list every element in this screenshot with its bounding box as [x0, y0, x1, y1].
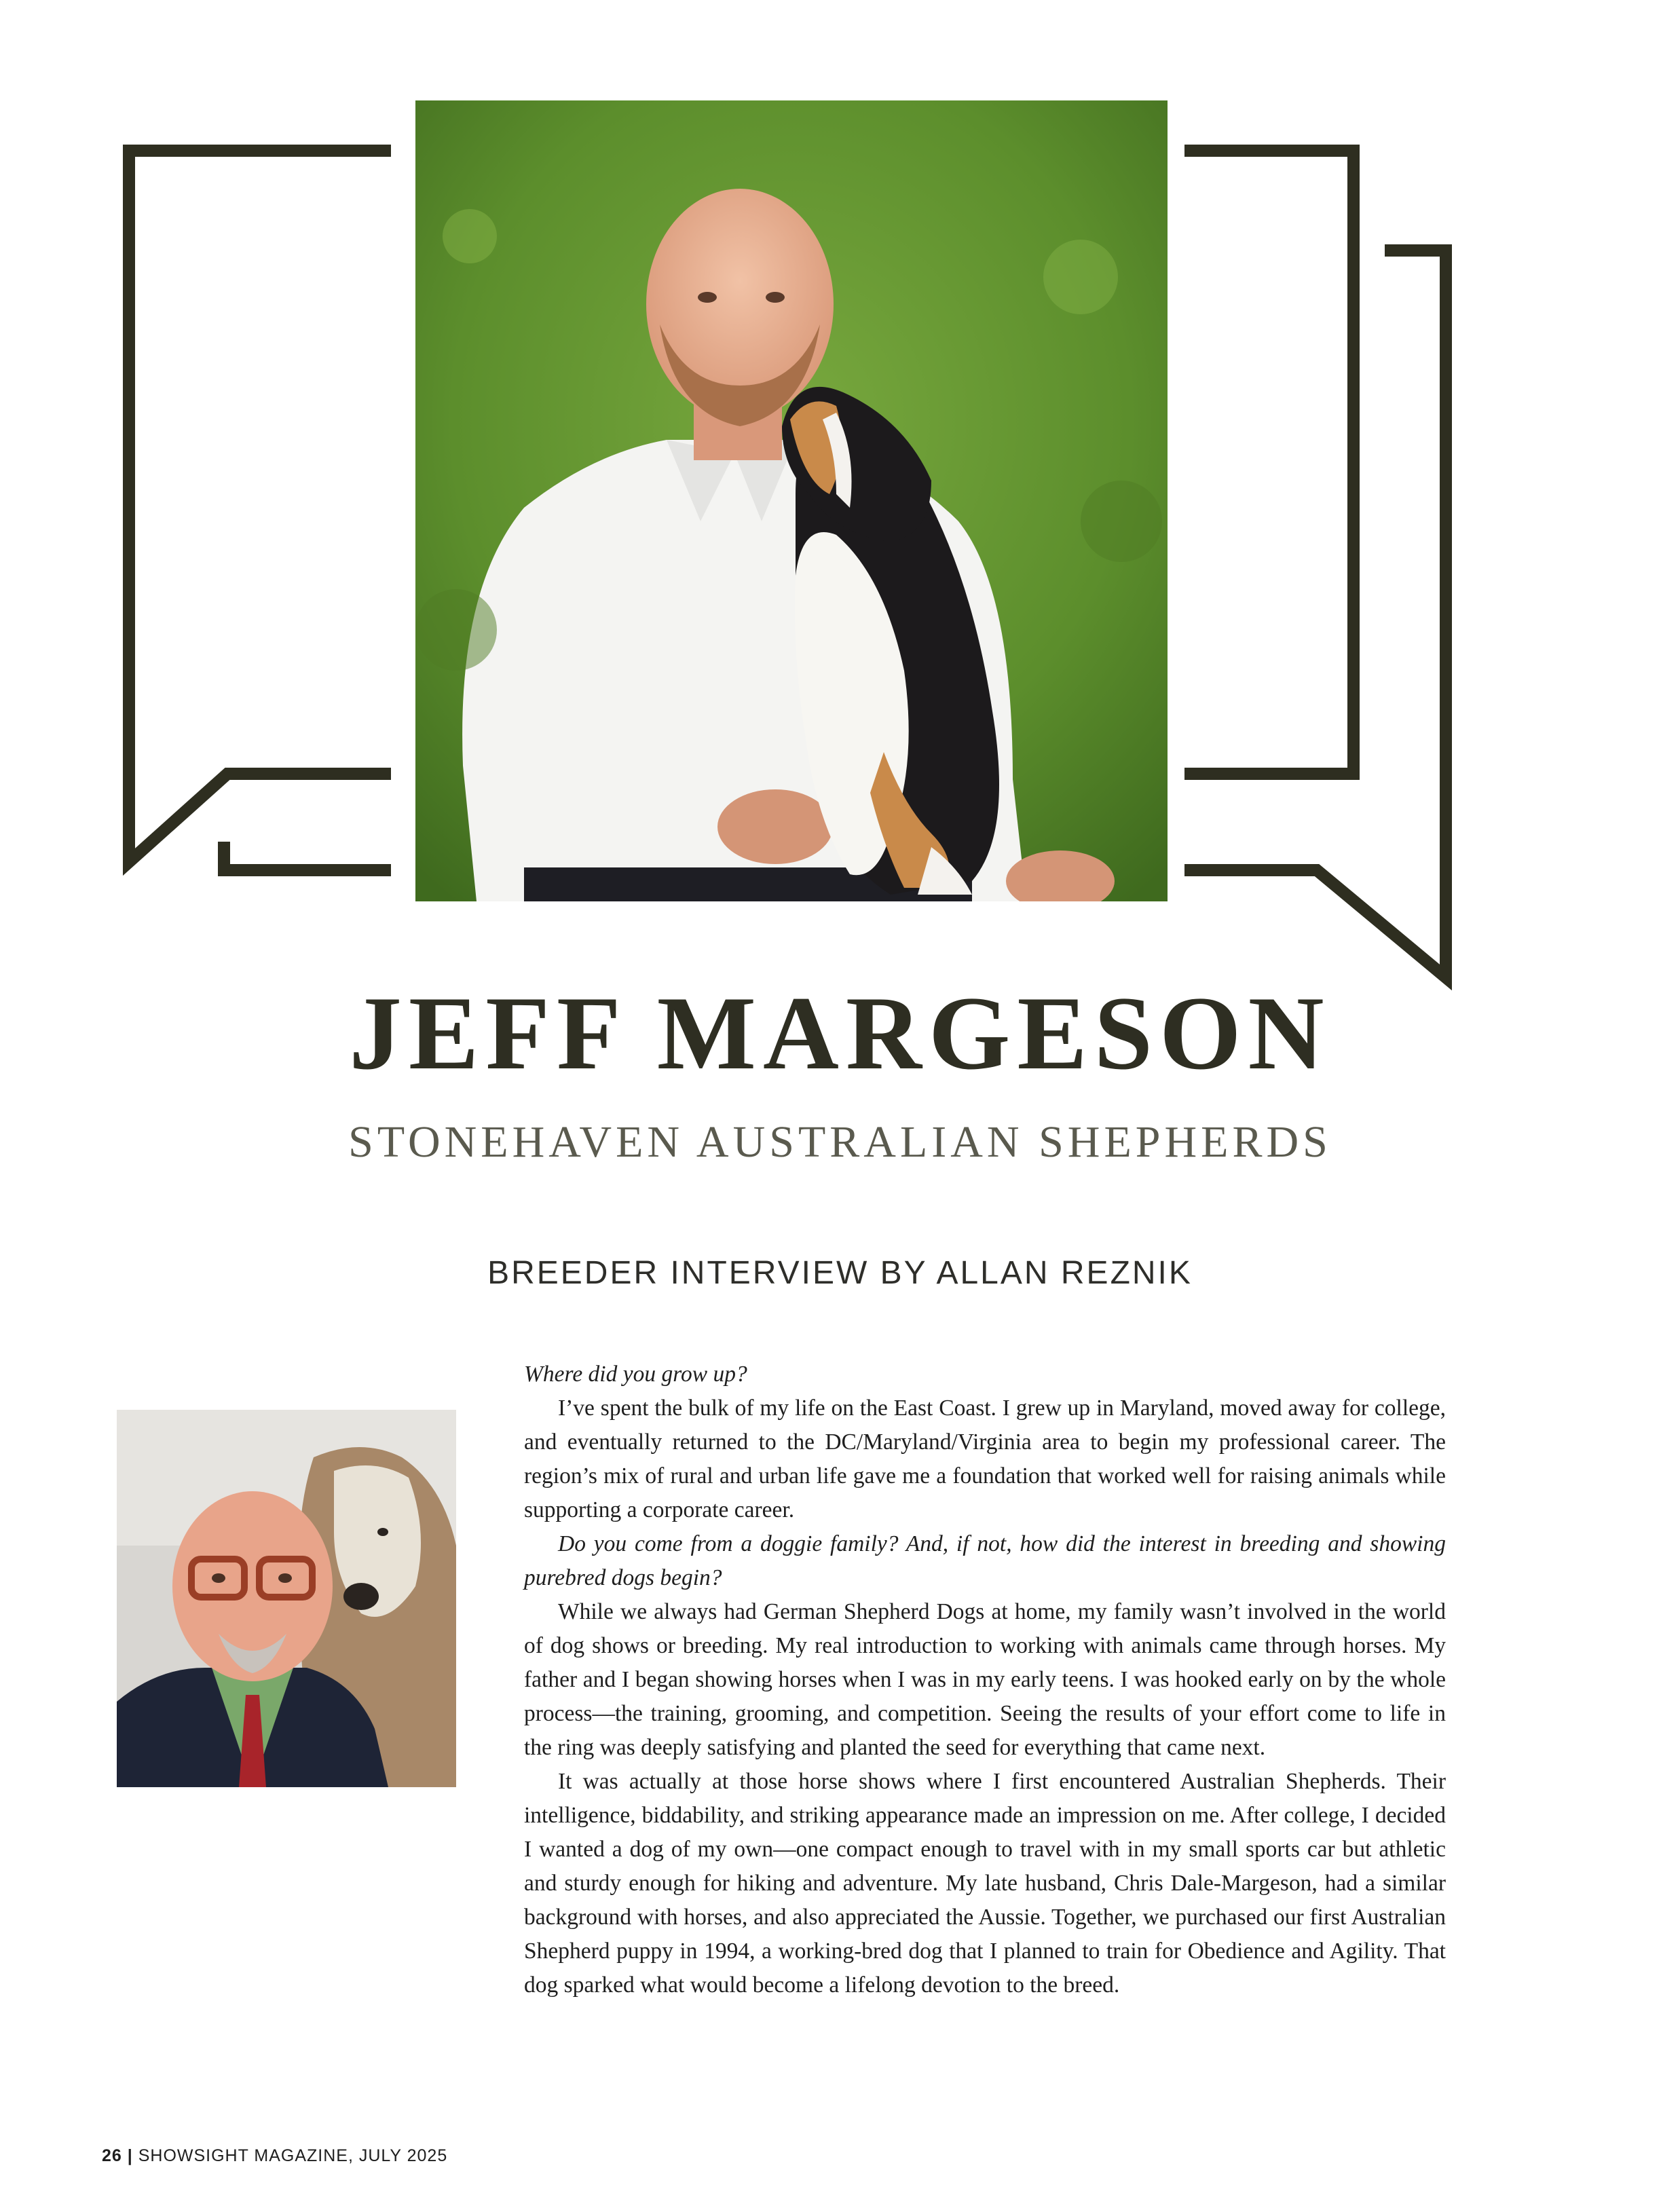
footer-separator: |	[127, 2146, 133, 2165]
kennel-name: STONEHAVEN AUSTRALIAN SHEPHERDS	[348, 1117, 1332, 1167]
answer-paragraph: I’ve spent the bulk of my life on the East Coast. I grew up in Maryland, moved away for college, and eventually returned to the DC/Maryland/Virginia area to begin my professional career. The region’s mix of rural and urban life gave me a foundation that worked well for raising animals while supporting a corporate career.	[524, 1396, 1446, 1522]
interviewee-name: JEFF MARGESON	[349, 975, 1331, 1091]
hero-photo-jeff-with-puppy	[415, 100, 1168, 901]
answer-paragraph: It was actually at those horse shows where I first encountered Australian Shepherds. Their intelligence, biddability, and striking appearance made an impression on me. After college, I decided I wanted a dog of my own—one compact enough to travel with in my small sports car but athletic and sturdy enough for hiking and adventure. My late husband, Chris Dale-Margeson, had a similar background with horses, and also appreciated the Aussie. Together, we purchased our first Australian Shepherd puppy in 1994, a working-bred dog that I planned to train for Obedience and Agility. That dog sparked what would become a lifelong devotion to the breed.	[524, 1769, 1446, 1998]
publication-info: SHOWSIGHT MAGAZINE, JULY 2025	[138, 2146, 448, 2165]
side-photo-with-afghan-hound	[117, 1410, 456, 1787]
answer-paragraph: While we always had German Shepherd Dogs at home, my family wasn’t involved in the world of dog shows or breeding. My real introduction to working with animals came through horses. My father and I began showing horses when I was in my early teens. I was hooked early on by the whole process—the training, grooming, and competition. Seeing the results of your effort come to life in the ring was deeply satisfying and planted the seed for everything that came next.	[524, 1599, 1446, 1760]
right-bubble-outer	[1184, 250, 1446, 977]
left-bubble-outline	[129, 151, 391, 862]
page-number: 26	[102, 2146, 122, 2165]
interview-article	[524, 1358, 1446, 2002]
question-text: Where did you grow up?	[524, 1362, 747, 1387]
page-footer	[102, 2146, 447, 2166]
right-bubble-inner	[1184, 151, 1354, 774]
interview-byline: BREEDER INTERVIEW BY ALLAN REZNIK	[487, 1255, 1193, 1291]
question-text: Do you come from a doggie family? And, if not, how did the interest in breeding and showing purebred dogs begin?	[524, 1531, 1446, 1590]
left-bubble-tail	[224, 842, 391, 870]
